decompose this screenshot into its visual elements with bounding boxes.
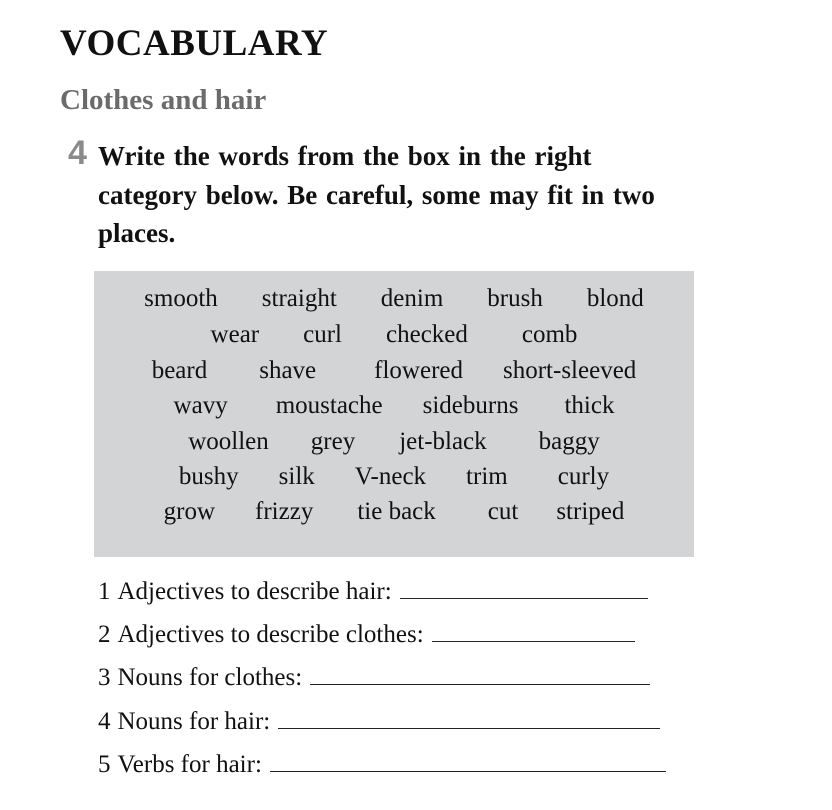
task-number: 3	[98, 664, 111, 691]
word-item: denim	[380, 285, 444, 312]
word-item: smooth	[144, 285, 218, 312]
subsection-title: Clothes and hair	[60, 84, 267, 116]
word-item: wear	[210, 321, 260, 348]
task-item-4	[98, 700, 660, 736]
word-item: curly	[557, 463, 610, 490]
word-item: baggy	[538, 428, 600, 455]
word-box	[94, 271, 694, 557]
word-item: bushy	[178, 463, 239, 490]
task-number: 2	[98, 621, 111, 648]
word-item: moustache	[275, 392, 383, 419]
exercise-instruction: Write the words from the box in the right category below. Be careful, some may fit in two places.	[98, 141, 655, 248]
word-item: flowered	[374, 357, 463, 384]
word-item: shave	[259, 357, 317, 384]
word-item: woollen	[188, 428, 269, 455]
word-item: sideburns	[422, 392, 519, 419]
task-label: Nouns for clothes:	[117, 664, 303, 691]
word-item: V-neck	[354, 463, 427, 490]
word-row-1	[94, 282, 694, 316]
word-row-2	[94, 318, 694, 352]
answer-line-3[interactable]	[310, 656, 650, 685]
exercise-number: 4	[68, 134, 87, 172]
word-item: grey	[310, 428, 356, 455]
section-title: VOCABULARY	[60, 23, 329, 64]
word-item: short-sleeved	[503, 357, 637, 384]
word-item: beard	[151, 357, 208, 384]
word-item: tie back	[357, 498, 436, 525]
word-item: brush	[487, 285, 543, 312]
word-row-4	[94, 389, 694, 423]
task-item-1	[98, 570, 648, 606]
word-item: comb	[521, 321, 578, 348]
task-label: Nouns for hair:	[117, 708, 271, 735]
word-item: cut	[487, 498, 519, 525]
task-number: 4	[98, 708, 111, 735]
task-label: Adjectives to describe hair:	[117, 578, 392, 605]
word-item: checked	[386, 321, 468, 348]
answer-line-2[interactable]	[432, 613, 635, 642]
task-item-3	[98, 656, 650, 692]
word-row-7	[94, 495, 694, 529]
task-number: 1	[98, 578, 111, 605]
answer-line-4[interactable]	[278, 700, 660, 729]
word-item: trim	[466, 463, 508, 490]
task-label: Verbs for hair:	[117, 751, 262, 778]
word-item: wavy	[173, 392, 228, 419]
task-item-2	[98, 613, 635, 649]
word-row-3	[94, 354, 694, 388]
word-item: thick	[564, 392, 615, 419]
task-label: Adjectives to describe clothes:	[117, 621, 424, 648]
task-item-5	[98, 743, 666, 779]
word-item: blond	[586, 285, 644, 312]
answer-line-1[interactable]	[400, 570, 648, 599]
word-row-5	[94, 425, 694, 459]
word-item: grow	[163, 498, 216, 525]
word-row-6	[94, 460, 694, 494]
task-number: 5	[98, 751, 111, 778]
word-item: jet-black	[399, 428, 487, 455]
word-item: frizzy	[255, 498, 314, 525]
word-item: silk	[278, 463, 315, 490]
word-item: curl	[303, 321, 342, 348]
word-item: striped	[556, 498, 625, 525]
answer-line-5[interactable]	[270, 743, 666, 772]
word-item: straight	[261, 285, 337, 312]
